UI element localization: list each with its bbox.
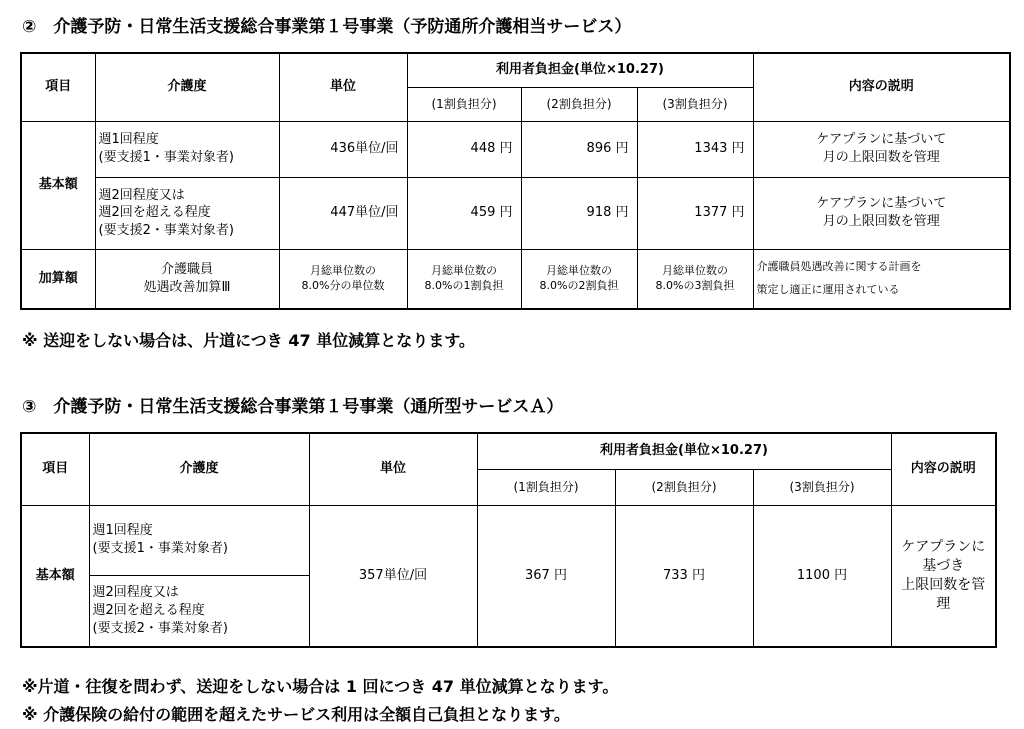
burden-3-cell (637, 249, 753, 309)
burden-1-cell: 448 円 (407, 121, 521, 177)
table-row (21, 121, 1010, 177)
burden-3-cell: 1377 円 (637, 177, 753, 249)
description-line: 月の上限回数を管理 (822, 214, 940, 229)
burden-2-cell (521, 249, 637, 309)
section2-fee-table (20, 52, 1011, 310)
care-level-line: 週1回程度 (98, 132, 159, 148)
care-level-cell (95, 121, 279, 177)
header-description: 内容の説明 (753, 53, 1010, 121)
section3-fee-table (20, 432, 997, 648)
section2-heading: ② 介護予防・日常生活支援総合事業第１号事業（予防通所介護相当サービス） (22, 17, 632, 37)
care-level-cell (95, 177, 279, 249)
header-unit: 単位 (279, 53, 407, 121)
description-line: 策定し適正に運用されている (756, 282, 900, 296)
care-level-line: (要支援1・事業対象者) (98, 150, 234, 165)
unit-line: 8.0%分の単位数 (301, 278, 385, 292)
burden-line: 月総単位数の (431, 263, 497, 277)
description-line: ケアプランに基づいて (816, 132, 947, 148)
header-unit: 単位 (309, 433, 477, 505)
burden-line: 月総単位数の (546, 263, 612, 277)
header-burden-2: (2割負担分) (615, 469, 753, 505)
table-row (21, 177, 1010, 249)
burden-1-cell (407, 249, 521, 309)
care-level-line: 週1回程度 (92, 523, 153, 539)
care-level-line: 週2回程度又は (92, 585, 179, 601)
header-burden-1: (1割負担分) (407, 87, 521, 121)
description-line: ケアプランに基づいて (816, 196, 947, 212)
addition-amount-label: 加算額 (21, 249, 95, 309)
unit-cell (279, 249, 407, 309)
care-level-line: 週2回を超える程度 (92, 602, 205, 618)
description-line: 月の上限回数を管理 (822, 150, 940, 165)
burden-line: 月総単位数の (662, 263, 728, 277)
burden-2-cell: 918 円 (521, 177, 637, 249)
header-item: 項目 (21, 53, 95, 121)
care-level-line: (要支援1・事業対象者) (92, 541, 228, 556)
care-level-cell (89, 505, 309, 575)
unit-cell: 436単位/回 (279, 121, 407, 177)
care-level-line: 介護職員 (160, 262, 213, 278)
header-burden-2: (2割負担分) (521, 87, 637, 121)
note-2: ※ 介護保険の給付の範囲を超えたサービス利用は全額自己負担となります。 (22, 705, 570, 724)
description-cell (891, 505, 996, 647)
description-line: ケアプランに (901, 538, 986, 555)
care-level-line: (要支援2・事業対象者) (92, 620, 228, 636)
unit-cell: 357単位/回 (309, 505, 477, 647)
burden-line: 8.0%の1割負担 (424, 278, 504, 292)
header-burden-1: (1割負担分) (477, 469, 615, 505)
description-line: 介護職員処遇改善に関する計画を (756, 259, 922, 273)
care-level-cell (95, 249, 279, 309)
header-burden-3: (3割負担分) (753, 469, 891, 505)
header-burden-3: (3割負担分) (637, 87, 753, 121)
burden-3-cell: 1100 円 (753, 505, 891, 647)
section3-heading: ③ 介護予防・日常生活支援総合事業第１号事業（通所型サービスＡ） (22, 397, 564, 417)
burden-line: 8.0%の2割負担 (539, 278, 619, 292)
description-cell (753, 121, 1010, 177)
unit-cell: 447単位/回 (279, 177, 407, 249)
header-care-level: 介護度 (89, 433, 309, 505)
burden-line: 8.0%の3割負担 (655, 278, 735, 292)
unit-line: 月総単位数の (310, 263, 376, 277)
description-line: 基づき (922, 557, 965, 574)
table-row (21, 249, 1010, 309)
burden-1-cell: 459 円 (407, 177, 521, 249)
care-level-line: 週2回を超える程度 (98, 205, 211, 221)
base-amount-label: 基本額 (21, 121, 95, 249)
header-user-burden: 利用者負担金(単位×10.27) (407, 53, 753, 87)
care-level-line: 週2回程度又は (98, 187, 185, 203)
note-1: ※片道・往復を問わず、送迎をしない場合は 1 回につき 47 単位減算となります。 (22, 677, 619, 696)
care-level-line: (要支援2・事業対象者) (98, 222, 234, 238)
header-item: 項目 (21, 433, 89, 505)
description-line: 上限回数を管 (901, 576, 986, 593)
section2-note: ※ 送迎をしない場合は、片道につき 47 単位減算となります。 (22, 331, 475, 350)
base-amount-label: 基本額 (21, 505, 89, 647)
table-row (21, 505, 996, 575)
description-cell (753, 177, 1010, 249)
care-level-line: 処遇改善加算Ⅲ (143, 279, 231, 295)
burden-3-cell: 1343 円 (637, 121, 753, 177)
care-level-cell (89, 575, 309, 647)
header-description: 内容の説明 (891, 433, 996, 505)
burden-1-cell: 367 円 (477, 505, 615, 647)
description-line: 理 (936, 595, 951, 612)
burden-2-cell: 896 円 (521, 121, 637, 177)
description-cell (753, 249, 1010, 309)
burden-2-cell: 733 円 (615, 505, 753, 647)
header-care-level: 介護度 (95, 53, 279, 121)
header-user-burden: 利用者負担金(単位×10.27) (477, 433, 891, 469)
